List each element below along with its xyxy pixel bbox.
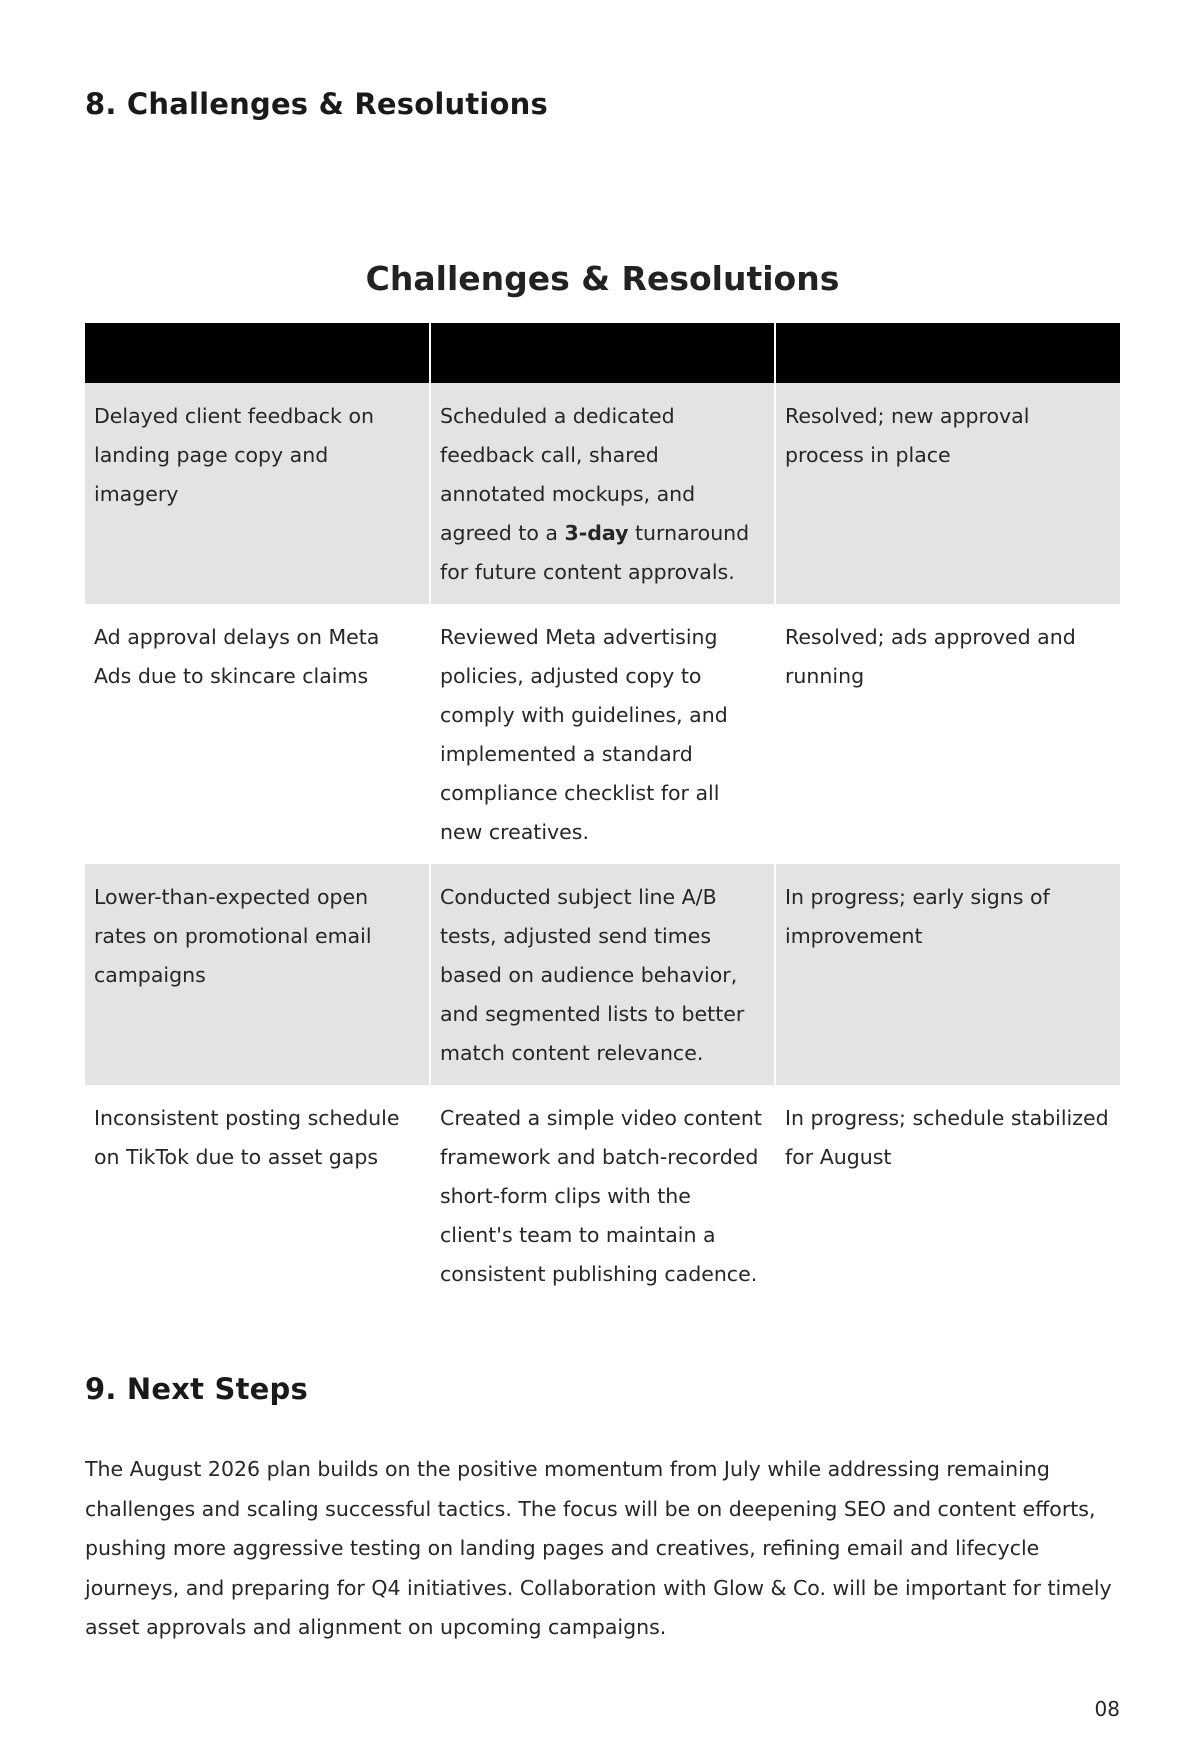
status-cell: In progress; schedule stabilized for August xyxy=(775,1085,1120,1306)
challenge-cell: Inconsistent posting schedule on TikTok due to asset gaps xyxy=(85,1085,430,1306)
status-cell: In progress; early signs of improvement xyxy=(775,864,1120,1085)
challenges-resolutions-table xyxy=(85,323,1120,1306)
section-8-heading: 8. Challenges & Resolutions xyxy=(85,87,548,121)
table-header-row xyxy=(85,323,1120,383)
table-row xyxy=(85,604,1120,864)
action-cell xyxy=(430,383,775,604)
next-steps-paragraph: The August 2026 plan builds on the positive momentum from July while addressing remaining challenges and scaling successful tactics. The focus will be on deepening SEO and content efforts, pushing more aggressive testing on landing pages and creatives, refining email and lifecycle journeys, and preparing for Q4 initiatives. Collaboration with Glow & Co. will be important for timely asset approvals and alignment on upcoming campaigns. xyxy=(85,1457,1112,1639)
table-header-cell xyxy=(775,323,1120,383)
status-cell: Resolved; ads approved and running xyxy=(775,604,1120,864)
action-text: turnaround for future content approvals. xyxy=(440,521,750,584)
action-cell: Created a simple video content framework and batch-recorded short-form clips with the client's team to maintain a consistent publishing cadence. xyxy=(430,1085,775,1306)
challenge-cell: Lower-than-expected open rates on promotional email campaigns xyxy=(85,864,430,1085)
action-bold-text: 3-day xyxy=(564,521,629,545)
table-row xyxy=(85,864,1120,1085)
table-title: Challenges & Resolutions xyxy=(365,259,840,298)
action-text: Scheduled a dedicated feedback call, shared annotated mockups, and agreed to a xyxy=(440,404,696,545)
table-row xyxy=(85,1085,1120,1306)
table-row xyxy=(85,383,1120,604)
page-number: 08 xyxy=(1094,1697,1120,1721)
table-header-cell xyxy=(85,323,430,383)
challenge-cell: Ad approval delays on Meta Ads due to skincare claims xyxy=(85,604,430,864)
challenge-cell: Delayed client feedback on landing page copy and imagery xyxy=(85,383,430,604)
status-cell: Resolved; new approval process in place xyxy=(775,383,1120,604)
action-cell: Conducted subject line A/B tests, adjusted send times based on audience behavior, and segmented lists to better match content relevance. xyxy=(430,864,775,1085)
table-header-cell xyxy=(430,323,775,383)
section-9-heading: 9. Next Steps xyxy=(85,1372,308,1406)
action-cell: Reviewed Meta advertising policies, adjusted copy to comply with guidelines, and implemented a standard compliance checklist for all new creatives. xyxy=(430,604,775,864)
